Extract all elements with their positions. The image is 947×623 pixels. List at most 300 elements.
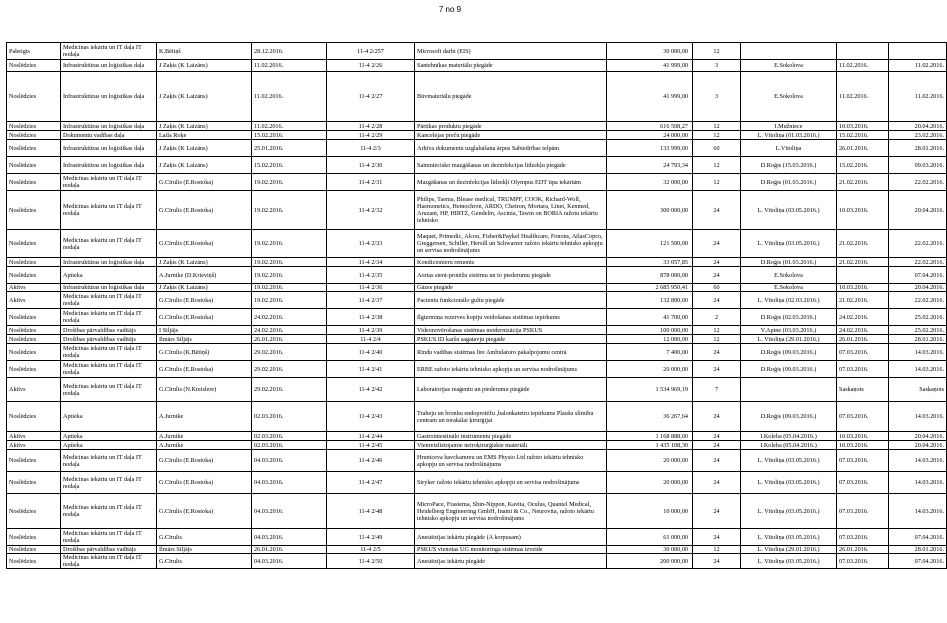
cell-sum: 1 435 108,30 (607, 441, 693, 450)
cell-subject: MicroPace, Frastema, Shin-Nippon, Kavita, Oculus, Quantel Medical, Heidelberg Engineering GmbH, Inami & Co., Neurovita, ražoto iekārtu tehnisko apkopju un servisa nodrošinājums (415, 494, 607, 529)
cell-months: 12 (693, 546, 741, 554)
cell-person: A.Jurnike (157, 402, 252, 432)
cell-department: Infrastruktūras un loģistikas daļa (61, 284, 157, 292)
cell-department: Medicīnas iekārtu un IT daļa IT nodaļa (61, 174, 157, 191)
cell-date-1: 07.03.2016. (837, 361, 889, 378)
cell-subject: Vienreizlietojamie neiroķirurģiskie materiāli (415, 441, 607, 450)
cell-number: 11-4 2/45 (327, 441, 415, 450)
cell-date-2: 20.04.2016. (889, 191, 947, 230)
cell-date: 19.02.2016. (252, 230, 327, 258)
cell-responsible: L. Vītoliņa (03.05.2016.) (741, 472, 837, 494)
cell-sum: 7 400,00 (607, 344, 693, 361)
cell-status: Noslēdzies (7, 174, 61, 191)
cell-months: 60 (693, 140, 741, 157)
cell-date-2: 25.02.2016. (889, 309, 947, 326)
cell-date-1: 07.03.2016. (837, 344, 889, 361)
cell-sum: 878 000,00 (607, 267, 693, 284)
cell-months: 12 (693, 43, 741, 60)
cell-department: Medicīnas iekārtu un IT daļa IT nodaļa (61, 292, 157, 309)
cell-person: J Zaķis (K Laizāns) (157, 157, 252, 174)
cell-months: 12 (693, 335, 741, 344)
cell-person: J Zaķis (K Laizāns) (157, 122, 252, 131)
cell-department: Aptieka (61, 432, 157, 441)
cell-subject: PSKUS ID karšu sagatavju piegāde (415, 335, 607, 344)
cell-date: 04.03.2016. (252, 494, 327, 529)
cell-number: 11-4 2/36 (327, 284, 415, 292)
cell-sum: 20 000,00 (607, 472, 693, 494)
cell-date-1: 07.03.2016. (837, 494, 889, 529)
cell-date-2: 14.03.2016. (889, 344, 947, 361)
table-row (7, 335, 947, 344)
cell-date-1: 24.02.2016. (837, 326, 889, 335)
cell-date-2: 07.04.2016. (889, 554, 947, 569)
cell-date-2: 20.04.2016. (889, 284, 947, 292)
cell-department: Dokumentu vadības daļa (61, 131, 157, 140)
cell-number: 11-4 2/41 (327, 361, 415, 378)
cell-subject: Pacientu funkcionālo gultu piegāde (415, 292, 607, 309)
cell-sum: 61 000,00 (607, 529, 693, 546)
cell-status: Noslēdzies (7, 335, 61, 344)
cell-date-2: 22.02.2016. (889, 292, 947, 309)
cell-subject: Kondicionieru remonts (415, 258, 607, 267)
cell-months: 60 (693, 284, 741, 292)
cell-months: 12 (693, 122, 741, 131)
table-row (7, 284, 947, 292)
cell-date-2 (889, 43, 947, 60)
cell-date-2: 20.04.2016. (889, 122, 947, 131)
cell-responsible: L. Vītoliņa (03.05.2016.) (741, 230, 837, 258)
cell-months: 24 (693, 472, 741, 494)
cell-date-2: 28.01.2016. (889, 140, 947, 157)
cell-date-1: 11.02.2016. (837, 72, 889, 122)
cell-responsible: E.Sokolova (741, 72, 837, 122)
cell-responsible: L.Vītoliņa (741, 140, 837, 157)
cell-person: K.Bētiņš (157, 43, 252, 60)
cell-date-1: 21.02.2016. (837, 174, 889, 191)
table-row (7, 43, 947, 60)
cell-date-1: 21.02.2016. (837, 258, 889, 267)
table-row (7, 60, 947, 72)
cell-number: 11-4 2/27 (327, 72, 415, 122)
cell-department: Aptieka (61, 402, 157, 432)
cell-responsible: D.Roģis (01.03.2016.) (741, 258, 837, 267)
cell-responsible: E.Sokolova (741, 60, 837, 72)
cell-date-2: 07.04.2016. (889, 267, 947, 284)
table-row (7, 267, 947, 284)
cell-responsible: I.Koleba (05.04.2016.) (741, 441, 837, 450)
cell-subject: Hruniceva bavckamreu un EMS Physio Ltd ražoto iekārtu tehnisko apkopju un servisa nodrošinājums (415, 450, 607, 472)
table-row (7, 292, 947, 309)
cell-responsible: D.Roģis (01.03.2016.) (741, 174, 837, 191)
cell-date: 19.02.2016. (252, 191, 327, 230)
cell-months: 2 (693, 309, 741, 326)
cell-responsible: L. Vītoliņa (02.03.2016.) (741, 292, 837, 309)
cell-status: Noslēdzies (7, 494, 61, 529)
cell-department: Medicīnas iekārtu un IT daļa IT nodaļa (61, 378, 157, 402)
cell-status: Noslēdzies (7, 60, 61, 72)
cell-sum: 20 000,00 (607, 361, 693, 378)
cell-date: 15.02.2016. (252, 157, 327, 174)
cell-number: 11-4 2/4 (327, 335, 415, 344)
cell-responsible: L. Vītoliņa (03.05.2016.) (741, 494, 837, 529)
cell-date-2: Saskaņots (889, 378, 947, 402)
cell-subject: Arhīva dokumentu uzglabāšana ārpus Sabiedrības telpām (415, 140, 607, 157)
cell-date: 19.02.2016. (252, 267, 327, 284)
cell-date: 11.02.2016. (252, 122, 327, 131)
table-row (7, 361, 947, 378)
cell-subject: Videonovērošanas sistēmas modernizācija PSKUS (415, 326, 607, 335)
cell-responsible: L. Vītoliņa (29.01.2016.) (741, 335, 837, 344)
cell-status: Noslēdzies (7, 131, 61, 140)
cell-sum: 200 000,00 (607, 554, 693, 569)
cell-number: 11-4 2/39 (327, 326, 415, 335)
cell-status: Noslēdzies (7, 72, 61, 122)
cell-responsible: L. Vītoliņa (29.01.2016.) (741, 546, 837, 554)
cell-date: 02.03.2016. (252, 441, 327, 450)
cell-number: 11-4 2/42 (327, 378, 415, 402)
table-row (7, 191, 947, 230)
table-row (7, 402, 947, 432)
cell-date: 29.02.2016. (252, 378, 327, 402)
cell-date: 02.03.2016. (252, 432, 327, 441)
cell-person: G.Cīrulis (157, 554, 252, 569)
table-row (7, 472, 947, 494)
cell-date-2: 20.04.2016. (889, 441, 947, 450)
cell-date: 19.02.2016. (252, 174, 327, 191)
cell-date-2: 20.04.2016. (889, 432, 947, 441)
cell-date: 25.01.2016. (252, 140, 327, 157)
cell-date-1: 21.02.2016. (837, 292, 889, 309)
cell-date-2: 14.03.2016. (889, 450, 947, 472)
cell-months: 12 (693, 157, 741, 174)
cell-date: 19.02.2016. (252, 258, 327, 267)
cell-date-1: 24.02.2016. (837, 309, 889, 326)
cell-date: 04.03.2016. (252, 554, 327, 569)
cell-department: Medicīnas iekārtu un IT daļa IT nodaļa (61, 472, 157, 494)
cell-sum: 100 000,00 (607, 326, 693, 335)
cell-department: Medicīnas iekārtu un IT daļa IT nodaļa (61, 344, 157, 361)
cell-status: Aktīvs (7, 441, 61, 450)
cell-department: Medicīnas iekārtu un IT daļa IT nodaļa (61, 43, 157, 60)
cell-date-1: Saskaņots (837, 378, 889, 402)
cell-department: Medicīnas iekārtu un IT daļa IT nodaļa (61, 450, 157, 472)
cell-subject: Traheju un bronhu endoprotēžu ,balonkatetru iepirkums Plaušu slimību centram un torakālai ķirurģijai (415, 402, 607, 432)
cell-person: G.Cīrulis (E.Rostoka) (157, 450, 252, 472)
cell-person: G.Cīrulis (K.Bētiņš) (157, 344, 252, 361)
cell-responsible: V.Apine (03.03.2016.) (741, 326, 837, 335)
table-row (7, 326, 947, 335)
cell-months: 24 (693, 432, 741, 441)
cell-date: 28.12.2016. (252, 43, 327, 60)
cell-date-2: 28.01.2016. (889, 546, 947, 554)
cell-status: Noslēdzies (7, 140, 61, 157)
cell-months: 24 (693, 450, 741, 472)
cell-sum: 24 793,34 (607, 157, 693, 174)
cell-responsible: D.Roģis (09.03.2016.) (741, 361, 837, 378)
cell-date-1: 21.02.2016. (837, 230, 889, 258)
cell-person: G.Cīrulis (E.Rostoka) (157, 292, 252, 309)
cell-number: 11-4 2/50 (327, 554, 415, 569)
cell-sum: 10 000,00 (607, 494, 693, 529)
cell-months: 24 (693, 441, 741, 450)
cell-number: 11-4 2/33 (327, 230, 415, 258)
cell-responsible: D.Roģis (09.03.2016.) (741, 344, 837, 361)
cell-person: J Zaķis (K Laizāns) (157, 284, 252, 292)
cell-department: Infrastruktūras un loģistikas daļa (61, 122, 157, 131)
cell-status: Noslēdzies (7, 191, 61, 230)
cell-date-1: 26.01.2016. (837, 140, 889, 157)
cell-months: 24 (693, 344, 741, 361)
cell-subject: PSKUS vienotas UG monitoringa sistēmas izveide (415, 546, 607, 554)
cell-department: Infrastruktūras un loģistikas daļa (61, 140, 157, 157)
cell-responsible: E.Sokolova (741, 267, 837, 284)
cell-person: G.Cīrulis (E.Rostoka) (157, 174, 252, 191)
cell-months: 24 (693, 361, 741, 378)
cell-months: 7 (693, 378, 741, 402)
cell-responsible: L. Vītoliņa (03.05.2016.) (741, 450, 837, 472)
cell-number: 11-4 2/48 (327, 494, 415, 529)
cell-sum: 32 000,00 (607, 174, 693, 191)
cell-months: 24 (693, 529, 741, 546)
cell-person: G.Cīrulis (E.Rostoka) (157, 494, 252, 529)
cell-status: Noslēdzies (7, 122, 61, 131)
cell-date-2: 07.04.2016. (889, 529, 947, 546)
cell-department: Medicīnas iekārtu un IT daļa IT nodaļa (61, 191, 157, 230)
table-row (7, 546, 947, 554)
cell-date-1: 26.01.2016. (837, 546, 889, 554)
cell-date-1: 07.03.2016. (837, 554, 889, 569)
cell-subject: Anestēzijas iekārtu piegāde (415, 554, 607, 569)
cell-person: G.Cīrulis (E.Rostoka) (157, 191, 252, 230)
table-row (7, 131, 947, 140)
cell-person: J Zaķis (K Laizāns) (157, 72, 252, 122)
cell-department: Drošības pārvaldības vadītājs (61, 326, 157, 335)
cell-date-2: 14.03.2016. (889, 402, 947, 432)
cell-date-2: 14.03.2016. (889, 494, 947, 529)
cell-number: 11-4 2/31 (327, 174, 415, 191)
cell-sum: 41 700,00 (607, 309, 693, 326)
cell-date-2: 09.03.2016. (889, 157, 947, 174)
table-row (7, 529, 947, 546)
cell-status: Pabeigts (7, 43, 61, 60)
cell-person: G.Cīrulis (E.Rostoka) (157, 309, 252, 326)
cell-number: 11-4 2/35 (327, 267, 415, 284)
cell-status: Noslēdzies (7, 529, 61, 546)
cell-sum: 30 000,00 (607, 546, 693, 554)
cell-person: J Zaķis (K Laizāns) (157, 140, 252, 157)
cell-responsible: L. Vītoliņa (01.03.2016.) (741, 131, 837, 140)
cell-date: 04.03.2016. (252, 472, 327, 494)
cell-date-1 (837, 43, 889, 60)
cell-number: 11-4 2/30 (327, 157, 415, 174)
cell-date-2: 28.01.2016. (889, 335, 947, 344)
cell-responsible: I.Koleba (05.04.2016.) (741, 432, 837, 441)
cell-department: Drošības pārvaldības vadītājs (61, 335, 157, 344)
cell-number: 11-4 2/38 (327, 309, 415, 326)
cell-sum: 1 168 888,00 (607, 432, 693, 441)
cell-status: Noslēdzies (7, 546, 61, 554)
cell-date-1: 07.03.2016. (837, 450, 889, 472)
cell-sum: 24 000,00 (607, 131, 693, 140)
cell-months: 12 (693, 131, 741, 140)
cell-date-1 (837, 267, 889, 284)
cell-status: Noslēdzies (7, 267, 61, 284)
cell-date-2: 25.02.2016. (889, 326, 947, 335)
cell-person: I Siljājs (157, 326, 252, 335)
cell-months: 3 (693, 72, 741, 122)
table-row (7, 309, 947, 326)
cell-date-1: 15.02.2016. (837, 131, 889, 140)
cell-date-1: 15.02.2016. (837, 157, 889, 174)
cell-responsible: I.Mužniece (741, 122, 837, 131)
cell-sum: 132 800,00 (607, 292, 693, 309)
cell-sum: 121 500,00 (607, 230, 693, 258)
cell-subject: Laboratorijas reaģentu un piederumu piegāde (415, 378, 607, 402)
cell-date: 19.02.2016. (252, 284, 327, 292)
cell-subject: Kancelejas preču piegāde (415, 131, 607, 140)
cell-department: Infrastruktūras un loģistikas daļa (61, 258, 157, 267)
table-row (7, 140, 947, 157)
cell-status: Noslēdzies (7, 309, 61, 326)
cell-number: 11-4 2/5 (327, 546, 415, 554)
cell-number: 11-4 2/37 (327, 292, 415, 309)
cell-date-1: 10.03.2016. (837, 284, 889, 292)
cell-months: 24 (693, 494, 741, 529)
cell-department: Medicīnas iekārtu un IT daļa IT nodaļa (61, 361, 157, 378)
cell-date: 29.02.2016. (252, 344, 327, 361)
cell-responsible: L. Vītoliņa (03.05.2016.) (741, 529, 837, 546)
cell-date: 04.03.2016. (252, 529, 327, 546)
cell-number: 11-4 2/29 (327, 131, 415, 140)
cell-status: Noslēdzies (7, 361, 61, 378)
page-label: 7 no 9 (438, 5, 462, 14)
cell-date-1: 10.03.2016. (837, 122, 889, 131)
cell-sum: 33 057,85 (607, 258, 693, 267)
cell-date: 24.02.2016. (252, 309, 327, 326)
cell-status: Noslēdzies (7, 326, 61, 335)
cell-subject: Maquet, Primedic, Alcon, Fisher&Paykel Healthcare, Fonons, AtlasCopco, Greggersen, Schiller, Hersill un Schwarzer ražoto iekārtu tehnisko apkopju un servisa nodrošinājums (415, 230, 607, 258)
cell-sum: 616 508,27 (607, 122, 693, 131)
cell-person: G.Cīrulis (E.Rostoka) (157, 361, 252, 378)
cell-months: 12 (693, 326, 741, 335)
cell-department: Medicīnas iekārtu un IT daļa IT nodaļa (61, 554, 157, 569)
cell-number: 11-4 2/46 (327, 450, 415, 472)
cell-number: 11-4 2/257 (327, 43, 415, 60)
cell-number: 11-4 2/32 (327, 191, 415, 230)
cell-person: G.Cīrulis (E.Rostoka) (157, 472, 252, 494)
cell-status: Noslēdzies (7, 157, 61, 174)
cell-subject: Mazgāšanas un dezinfekcijas līdzekļi Olympus EDT tipa iekārtām (415, 174, 607, 191)
cell-months: 24 (693, 191, 741, 230)
cell-number: 11-4 2/28 (327, 122, 415, 131)
table-row (7, 230, 947, 258)
cell-subject: Rindu vadības sistēmas līre Ambulatoro pakalpojumu centrā (415, 344, 607, 361)
cell-date: 11.02.2016. (252, 72, 327, 122)
cell-person: A.Jurnike (D.Krieviņš) (157, 267, 252, 284)
cell-months: 24 (693, 230, 741, 258)
cell-number: 11-4 2/40 (327, 344, 415, 361)
procurement-register-table (6, 42, 947, 569)
cell-sum: 41 999,00 (607, 72, 693, 122)
cell-date-1: 10.03.2016. (837, 432, 889, 441)
cell-status: Aktīvs (7, 284, 61, 292)
cell-subject: Ilgtermiņa rezerves kopiju veidošanas sistēmas iepirkums (415, 309, 607, 326)
cell-date: 19.02.2016. (252, 292, 327, 309)
cell-person: G.Cīrulis (N.Kreislere) (157, 378, 252, 402)
cell-date-2: 14.03.2016. (889, 361, 947, 378)
cell-sum: 41 999,00 (607, 60, 693, 72)
cell-date: 29.02.2016. (252, 361, 327, 378)
cell-date: 26.01.2016. (252, 546, 327, 554)
cell-number: 11-4 2/26 (327, 60, 415, 72)
cell-responsible (741, 43, 837, 60)
cell-status: Noslēdzies (7, 258, 61, 267)
cell-department: Infrastruktūras un loģistikas daļa (61, 157, 157, 174)
cell-person: G.Cīrulis (157, 529, 252, 546)
cell-months: 24 (693, 402, 741, 432)
cell-department: Infrastruktūras un loģistikas daļa (61, 60, 157, 72)
cell-responsible: D.Roģis (09.03.2016.) (741, 402, 837, 432)
cell-sum: 36 267,64 (607, 402, 693, 432)
cell-status: Aktīvs (7, 432, 61, 441)
cell-person: G.Cīrulis (E.Rostoka) (157, 230, 252, 258)
cell-date-2: 14.03.2016. (889, 472, 947, 494)
cell-subject: Microsoft darbi (EIS) (415, 43, 607, 60)
cell-date: 26.01.2016. (252, 335, 327, 344)
cell-sum: 2 685 950,41 (607, 284, 693, 292)
table-row (7, 494, 947, 529)
cell-responsible: L. Vītoliņa (03.05.2016.) (741, 554, 837, 569)
cell-date-1: 10.03.2016. (837, 441, 889, 450)
cell-department: Aptieka (61, 441, 157, 450)
table-row (7, 122, 947, 131)
cell-sum: 12 000,00 (607, 335, 693, 344)
cell-department: Medicīnas iekārtu un IT daļa IT nodaļa (61, 309, 157, 326)
cell-subject: Būvmateriālu piegāde (415, 72, 607, 122)
cell-months: 24 (693, 267, 741, 284)
cell-months: 24 (693, 258, 741, 267)
cell-date-1: 11.02.2016. (837, 60, 889, 72)
cell-status: Noslēdzies (7, 450, 61, 472)
cell-months: 24 (693, 554, 741, 569)
cell-department: Aptieka (61, 267, 157, 284)
cell-status: Noslēdzies (7, 472, 61, 494)
cell-person: A.Jurnike (157, 432, 252, 441)
cell-department: Drošības pārvaldības vadītājs (61, 546, 157, 554)
cell-date-1: 10.03.2016. (837, 191, 889, 230)
cell-subject: Anestēzijas iekārtu piegāde (A korpusam) (415, 529, 607, 546)
cell-person: Ilmārs Siljājs (157, 546, 252, 554)
table-row (7, 450, 947, 472)
cell-sum: 300 000,00 (607, 191, 693, 230)
cell-subject: Philips, Taema, Blease medical, TRUMPF, COOK, Richard-Wolf, Haemonetics, Hemochron, ARDO, Cheiron, Mortara, Linet, Kenmed, Aruzant, HP, HIRTZ, Gendelin, Ascinia, Tawin on BORIA ražotu iekārtu tehnisko (415, 191, 607, 230)
cell-months: 3 (693, 60, 741, 72)
cell-date-2: 23.02.2016. (889, 131, 947, 140)
cell-number: 11-4 2/44 (327, 432, 415, 441)
cell-responsible: D.Roģis (15.03.2016.) (741, 157, 837, 174)
cell-department: Medicīnas iekārtu un IT daļa IT nodaļa (61, 230, 157, 258)
cell-date-1: 07.03.2016. (837, 402, 889, 432)
cell-date-2: 11.02.2016. (889, 72, 947, 122)
cell-sum: 133 999,00 (607, 140, 693, 157)
table-row (7, 258, 947, 267)
cell-department: Infrastruktūras un loģistikas daļa (61, 72, 157, 122)
cell-subject: ERBE ražoto iekārtu tehnisko apkopju un servisa nodrošinājums (415, 361, 607, 378)
cell-date: 11.02.2016. (252, 60, 327, 72)
cell-date-2: 11.02.2016. (889, 60, 947, 72)
cell-status: Noslēdzies (7, 344, 61, 361)
table-row (7, 432, 947, 441)
